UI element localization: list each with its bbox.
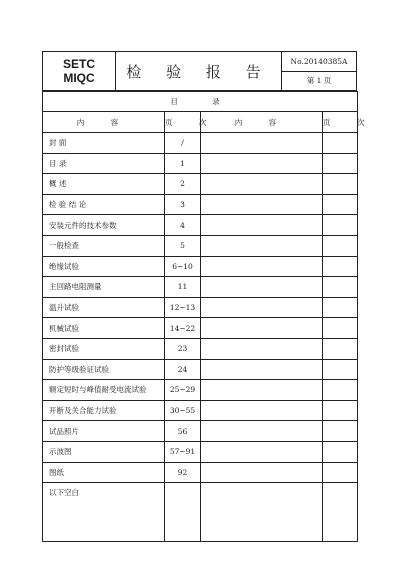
toc-item-page: 14~22 [165, 318, 201, 339]
toc-row [43, 318, 358, 339]
empty-cell [201, 338, 323, 359]
empty-cell [201, 318, 323, 339]
col-header-content: 内 容 [43, 112, 165, 133]
page-number: 第 1 页 [306, 76, 332, 86]
toc-item-content: 试品照片 [43, 421, 165, 442]
empty-cell [201, 256, 323, 277]
empty-cell [323, 215, 358, 236]
toc-row [43, 462, 358, 483]
empty-cell [201, 194, 323, 215]
empty-cell [201, 174, 323, 195]
toc-item-page [165, 483, 201, 542]
toc-item-content: 示波图 [43, 441, 165, 462]
toc-item-content: 防护等级验证试验 [43, 359, 165, 380]
logo-line-2: MIQC [63, 71, 95, 85]
toc-item-page: 25~29 [165, 380, 201, 401]
toc-row [43, 235, 358, 256]
empty-cell [201, 235, 323, 256]
empty-cell [323, 235, 358, 256]
toc-item-content: 封 面 [43, 133, 165, 154]
logo-line-1: SETC [62, 57, 95, 71]
toc-item-content: 温升试验 [43, 297, 165, 318]
empty-cell [201, 441, 323, 462]
empty-cell [201, 277, 323, 298]
toc-item-page: 3 [165, 194, 201, 215]
col-header-page: 页 次 [165, 112, 201, 133]
report-title: 检 验 报 告 [116, 52, 282, 90]
empty-cell [323, 194, 358, 215]
empty-cell [323, 318, 358, 339]
toc-column-headers [43, 112, 358, 133]
toc-item-page: 5 [165, 235, 201, 256]
toc-row [43, 256, 358, 277]
table-of-contents [42, 91, 377, 542]
empty-cell [323, 297, 358, 318]
toc-item-content: 概 述 [43, 174, 165, 195]
toc-row [43, 359, 358, 380]
toc-item-page: 2 [165, 174, 201, 195]
toc-item-page: 11 [165, 277, 201, 298]
toc-row [43, 338, 358, 359]
toc-item-content: 图纸 [43, 462, 165, 483]
col-header-page-2: 页 次 [323, 112, 358, 133]
report-meta [282, 52, 356, 90]
empty-cell [323, 133, 358, 154]
toc-item-page: 57~91 [165, 441, 201, 462]
toc-item-page: 24 [165, 359, 201, 380]
toc-row [43, 133, 358, 154]
toc-row [43, 400, 358, 421]
toc-item-page: 23 [165, 338, 201, 359]
toc-item-page: / [165, 133, 201, 154]
toc-row [43, 194, 358, 215]
empty-cell [323, 174, 358, 195]
toc-item-page: 12~13 [165, 297, 201, 318]
empty-cell [201, 421, 323, 442]
toc-item-content: 安装元件的技术参数 [43, 215, 165, 236]
empty-cell [323, 277, 358, 298]
empty-cell [323, 421, 358, 442]
empty-cell [201, 153, 323, 174]
empty-cell [201, 380, 323, 401]
empty-cell [323, 400, 358, 421]
empty-cell [323, 441, 358, 462]
toc-item-content: 绝缘试验 [43, 256, 165, 277]
toc-item-page: 1 [165, 153, 201, 174]
report-number: No.20140385A [282, 52, 356, 72]
empty-cell [323, 483, 358, 542]
toc-item-page: 6~10 [165, 256, 201, 277]
empty-cell [201, 359, 323, 380]
toc-item-page: 30~55 [165, 400, 201, 421]
empty-cell [323, 380, 358, 401]
toc-item-content: 一般检查 [43, 235, 165, 256]
toc-item-page: 92 [165, 462, 201, 483]
toc-title: 目 录 [43, 92, 358, 112]
empty-cell [323, 462, 358, 483]
empty-cell [201, 483, 323, 542]
org-logo [43, 52, 116, 90]
toc-item-content: 密封试验 [43, 338, 165, 359]
empty-cell [201, 215, 323, 236]
toc-item-content: 目 录 [43, 153, 165, 174]
empty-cell [201, 400, 323, 421]
toc-item-content: 以下空白 [43, 483, 165, 542]
toc-row [43, 421, 358, 442]
report-header [42, 51, 357, 91]
empty-cell [201, 462, 323, 483]
toc-row [43, 441, 358, 462]
toc-item-content: 机械试验 [43, 318, 165, 339]
empty-cell [201, 133, 323, 154]
toc-row [43, 174, 358, 195]
toc-row [43, 277, 358, 298]
toc-item-content: 额定短时与峰值耐受电流试验 [43, 380, 165, 401]
toc-row [43, 153, 358, 174]
toc-item-page: 4 [165, 215, 201, 236]
toc-item-content: 主回路电阻测量 [43, 277, 165, 298]
toc-row [43, 297, 358, 318]
col-header-content-2: 内 容 [201, 112, 323, 133]
toc-row [43, 380, 358, 401]
toc-item-content: 检 验 结 论 [43, 194, 165, 215]
empty-cell [201, 297, 323, 318]
empty-cell [323, 153, 358, 174]
empty-cell [323, 359, 358, 380]
toc-row [43, 483, 358, 542]
toc-item-page: 56 [165, 421, 201, 442]
empty-cell [323, 256, 358, 277]
empty-cell [323, 338, 358, 359]
toc-item-content: 开断及关合能力试验 [43, 400, 165, 421]
toc-row [43, 215, 358, 236]
